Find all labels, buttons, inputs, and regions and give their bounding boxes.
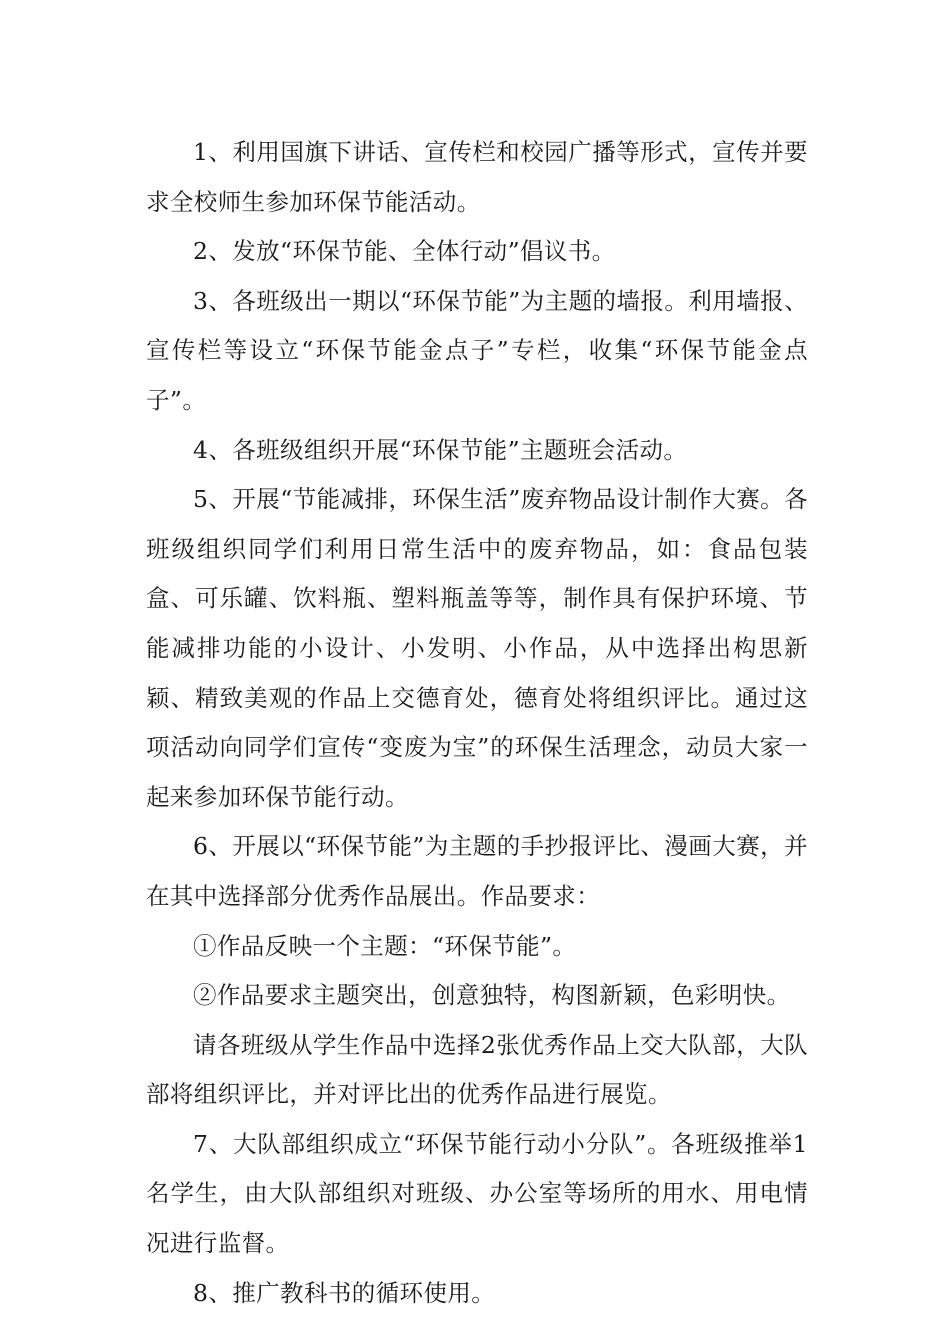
submission-note: 请各班级从学生作品中选择2张优秀作品上交大队部，大队部将组织评比，并对评比出的优秀作品进行展览。 — [146, 1030, 808, 1109]
paragraph-item-8: 8、推广教科书的循环使用。 — [193, 1278, 496, 1307]
paragraph-item-7: 7、大队部组织成立“环保节能行动小分队”。各班级推举1名学生，由大队部组织对班级、办公室等场所的用水、用电情况进行监督。 — [146, 1129, 808, 1258]
document-body — [146, 128, 808, 1318]
paragraph-item-5: 5、开展“节能减排，环保生活”废弃物品设计制作大赛。各班级组织同学们利用日常生活中的废弃物品，如：食品包装盒、可乐罐、饮料瓶、塑料瓶盖等等，制作具有保护环境、节能减排功能的小设计、小发明、小作品，从中选择出构思新颖、精致美观的作品上交德育处，德育处将组织评比。通过这项活动向同学们宣传“变废为宝”的环保生活理念，动员大家一起来参加环保节能行动。 — [146, 485, 808, 811]
paragraph-item-6: 6、开展以“环保节能”为主题的手抄报评比、漫画大赛，并在其中选择部分优秀作品展出。作品要求： — [146, 832, 808, 910]
paragraph-item-2: 2、发放“环保节能、全体行动”倡议书。 — [193, 237, 616, 266]
requirement-item-1: ①作品反映一个主题：“环保节能”。 — [193, 931, 577, 960]
requirement-item-2: ②作品要求主题突出，创意独特，构图新颖，色彩明快。 — [193, 981, 791, 1010]
paragraph-item-4: 4、各班级组织开展“环保节能”主题班会活动。 — [193, 435, 688, 464]
paragraph-item-1: 1、利用国旗下讲话、宣传栏和校园广播等形式，宣传并要求全校师生参加环保节能活动。 — [146, 138, 808, 216]
paragraph-item-3: 3、各班级出一期以“环保节能”为主题的墙报。利用墙报、宣传栏等设立“环保节能金点子”专栏，收集“环保节能金点子”。 — [146, 286, 808, 414]
